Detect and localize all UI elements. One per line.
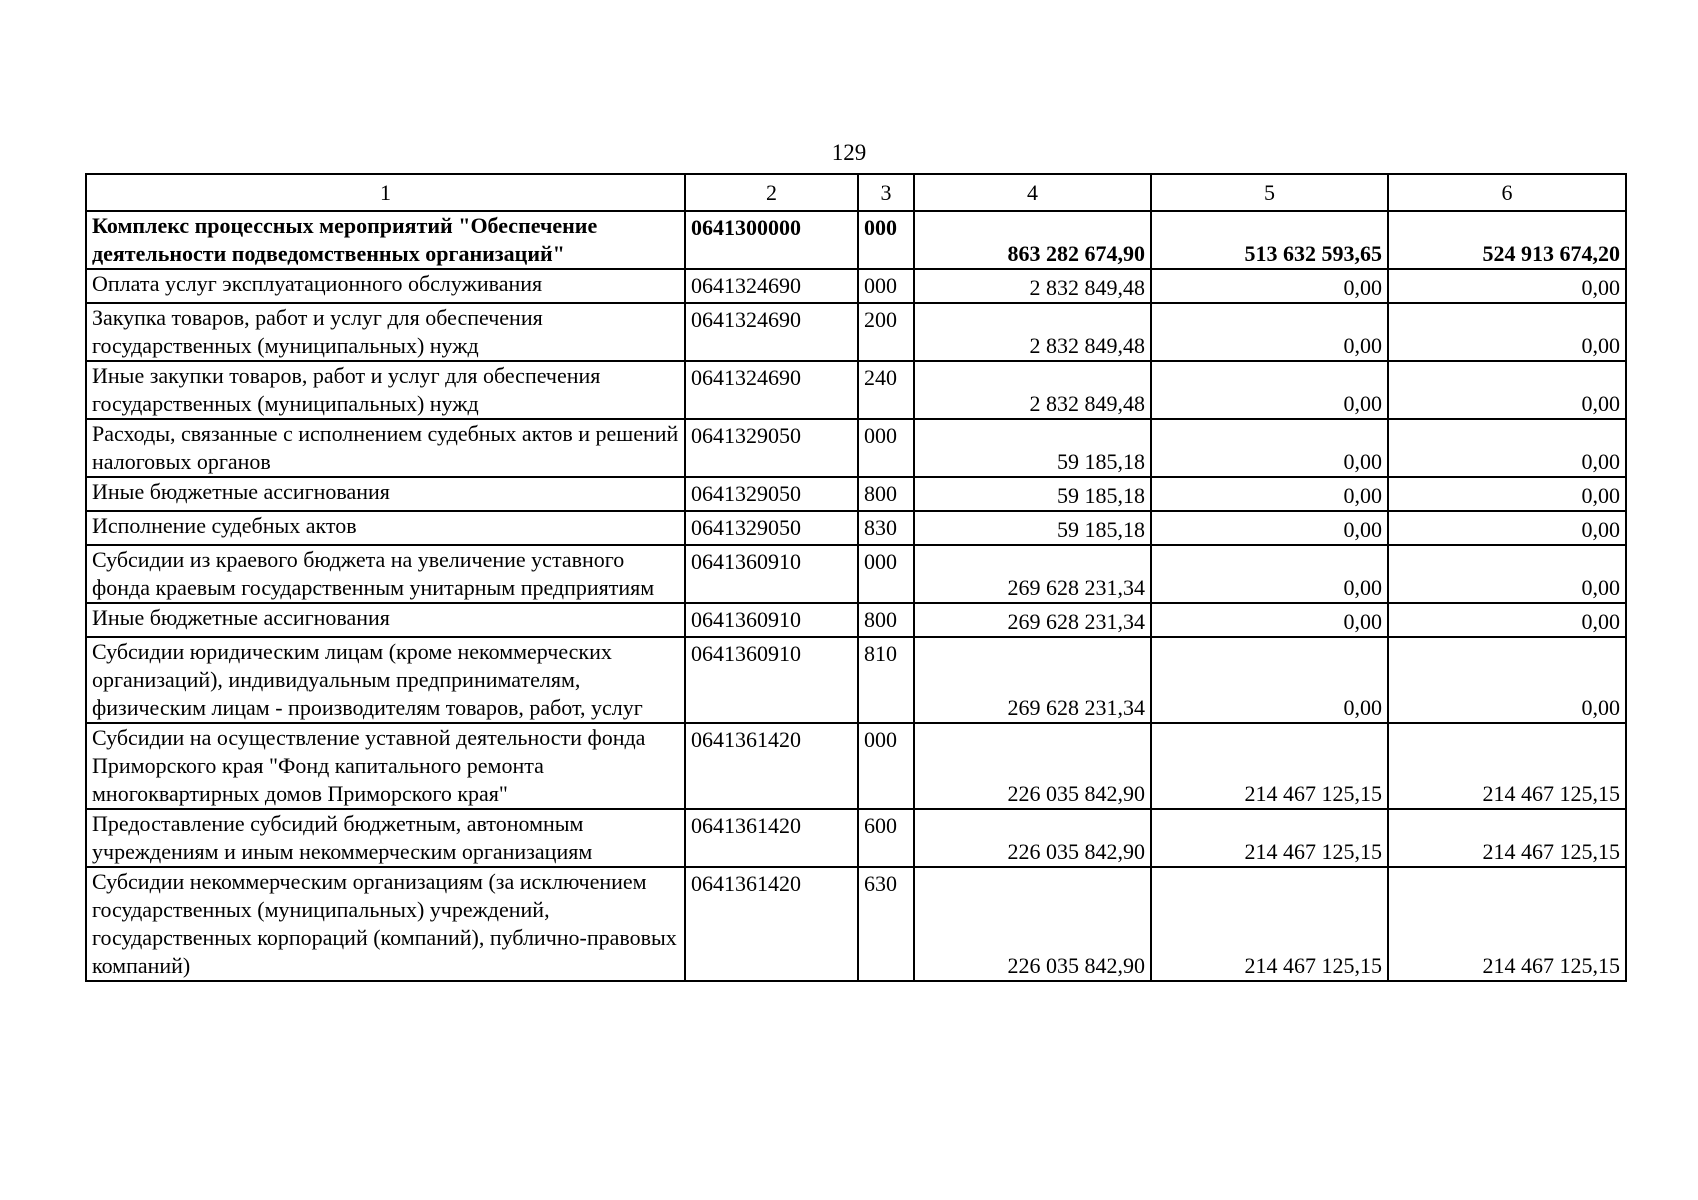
amount-col6-cell: 0,00 — [1388, 303, 1626, 361]
amount-col6-cell: 524 913 674,20 — [1388, 211, 1626, 269]
amount-col5-cell: 0,00 — [1151, 361, 1388, 419]
amount-col4-cell: 226 035 842,90 — [914, 867, 1151, 981]
expense-type-code-cell: 810 — [858, 637, 914, 723]
table-row — [86, 637, 1626, 723]
amount-col5-cell: 0,00 — [1151, 269, 1388, 303]
amount-col5-cell: 0,00 — [1151, 477, 1388, 511]
row-name-cell: Субсидии юридическим лицам (кроме некоммерческих организаций), индивидуальным предпринимателям, физическим лицам - производителям товаров, работ, услуг — [86, 637, 685, 723]
table-row — [86, 511, 1626, 545]
expense-type-code-cell: 000 — [858, 211, 914, 269]
expense-type-code-cell: 000 — [858, 419, 914, 477]
table-row — [86, 545, 1626, 603]
target-article-code-cell: 0641324690 — [685, 269, 858, 303]
amount-col4-cell: 269 628 231,34 — [914, 603, 1151, 637]
amount-col6-cell: 0,00 — [1388, 545, 1626, 603]
expense-type-code-cell: 000 — [858, 545, 914, 603]
amount-col6-cell: 0,00 — [1388, 603, 1626, 637]
expense-type-code-cell: 800 — [858, 477, 914, 511]
row-name-cell: Иные закупки товаров, работ и услуг для обеспечения государственных (муниципальных) нужд — [86, 361, 685, 419]
table-row — [86, 809, 1626, 867]
row-name-cell: Иные бюджетные ассигнования — [86, 603, 685, 637]
amount-col4-cell: 226 035 842,90 — [914, 809, 1151, 867]
amount-col4-cell: 269 628 231,34 — [914, 545, 1151, 603]
expense-type-code-cell: 800 — [858, 603, 914, 637]
amount-col4-cell: 59 185,18 — [914, 477, 1151, 511]
expense-type-code-cell: 600 — [858, 809, 914, 867]
amount-col4-cell: 59 185,18 — [914, 419, 1151, 477]
table-row — [86, 867, 1626, 981]
row-name-cell: Предоставление субсидий бюджетным, автономным учреждениям и иным некоммерческим организациям — [86, 809, 685, 867]
column-header: 6 — [1388, 174, 1626, 211]
target-article-code-cell: 0641329050 — [685, 477, 858, 511]
amount-col6-cell: 214 467 125,15 — [1388, 809, 1626, 867]
page-number: 129 — [831, 140, 867, 165]
amount-col6-cell: 0,00 — [1388, 511, 1626, 545]
amount-col5-cell: 214 467 125,15 — [1151, 867, 1388, 981]
target-article-code-cell: 0641324690 — [685, 303, 858, 361]
target-article-code-cell: 0641361420 — [685, 723, 858, 809]
amount-col4-cell: 2 832 849,48 — [914, 303, 1151, 361]
table-row — [86, 723, 1626, 809]
column-header: 3 — [858, 174, 914, 211]
target-article-code-cell: 0641361420 — [685, 867, 858, 981]
amount-col5-cell: 513 632 593,65 — [1151, 211, 1388, 269]
expense-type-code-cell: 240 — [858, 361, 914, 419]
row-name-cell: Иные бюджетные ассигнования — [86, 477, 685, 511]
expense-type-code-cell: 630 — [858, 867, 914, 981]
amount-col5-cell: 0,00 — [1151, 637, 1388, 723]
amount-col5-cell: 0,00 — [1151, 603, 1388, 637]
column-header: 1 — [86, 174, 685, 211]
row-name-cell: Исполнение судебных актов — [86, 511, 685, 545]
column-header: 4 — [914, 174, 1151, 211]
table-row — [86, 303, 1626, 361]
column-number-row — [86, 174, 1626, 211]
amount-col4-cell: 59 185,18 — [914, 511, 1151, 545]
table-row — [86, 419, 1626, 477]
target-article-code-cell: 0641324690 — [685, 361, 858, 419]
expense-type-code-cell: 000 — [858, 723, 914, 809]
row-name-cell: Расходы, связанные с исполнением судебных актов и решений налоговых органов — [86, 419, 685, 477]
target-article-code-cell: 0641329050 — [685, 511, 858, 545]
row-name-cell: Комплекс процессных мероприятий "Обеспечение деятельности подведомственных организаций" — [86, 211, 685, 269]
amount-col6-cell: 0,00 — [1388, 269, 1626, 303]
column-header: 2 — [685, 174, 858, 211]
amount-col4-cell: 2 832 849,48 — [914, 269, 1151, 303]
amount-col4-cell: 226 035 842,90 — [914, 723, 1151, 809]
expense-type-code-cell: 000 — [858, 269, 914, 303]
target-article-code-cell: 0641360910 — [685, 637, 858, 723]
row-name-cell: Закупка товаров, работ и услуг для обеспечения государственных (муниципальных) нужд — [86, 303, 685, 361]
budget-table — [85, 173, 1627, 982]
amount-col5-cell: 0,00 — [1151, 511, 1388, 545]
amount-col5-cell: 0,00 — [1151, 303, 1388, 361]
table-row — [86, 211, 1626, 269]
amount-col6-cell: 214 467 125,15 — [1388, 867, 1626, 981]
row-name-cell: Субсидии на осуществление уставной деятельности фонда Приморского края "Фонд капитального ремонта многоквартирных домов Приморского края" — [86, 723, 685, 809]
row-name-cell: Оплата услуг эксплуатационного обслуживания — [86, 269, 685, 303]
expense-type-code-cell: 830 — [858, 511, 914, 545]
table-row — [86, 361, 1626, 419]
row-name-cell: Субсидии некоммерческим организациям (за исключением государственных (муниципальных) учреждений, государственных корпораций (компаний), публично-правовых компаний) — [86, 867, 685, 981]
column-header: 5 — [1151, 174, 1388, 211]
amount-col5-cell: 214 467 125,15 — [1151, 723, 1388, 809]
amount-col6-cell: 0,00 — [1388, 419, 1626, 477]
target-article-code-cell: 0641360910 — [685, 545, 858, 603]
table-row — [86, 269, 1626, 303]
target-article-code-cell: 0641361420 — [685, 809, 858, 867]
amount-col5-cell: 0,00 — [1151, 419, 1388, 477]
amount-col4-cell: 2 832 849,48 — [914, 361, 1151, 419]
target-article-code-cell: 0641360910 — [685, 603, 858, 637]
table-row — [86, 603, 1626, 637]
row-name-cell: Субсидии из краевого бюджета на увеличение уставного фонда краевым государственным унитарным предприятиям — [86, 545, 685, 603]
amount-col6-cell: 0,00 — [1388, 477, 1626, 511]
amount-col4-cell: 269 628 231,34 — [914, 637, 1151, 723]
expense-type-code-cell: 200 — [858, 303, 914, 361]
amount-col5-cell: 214 467 125,15 — [1151, 809, 1388, 867]
amount-col6-cell: 0,00 — [1388, 361, 1626, 419]
amount-col6-cell: 0,00 — [1388, 637, 1626, 723]
amount-col5-cell: 0,00 — [1151, 545, 1388, 603]
table-row — [86, 477, 1626, 511]
target-article-code-cell: 0641329050 — [685, 419, 858, 477]
amount-col6-cell: 214 467 125,15 — [1388, 723, 1626, 809]
amount-col4-cell: 863 282 674,90 — [914, 211, 1151, 269]
target-article-code-cell: 0641300000 — [685, 211, 858, 269]
